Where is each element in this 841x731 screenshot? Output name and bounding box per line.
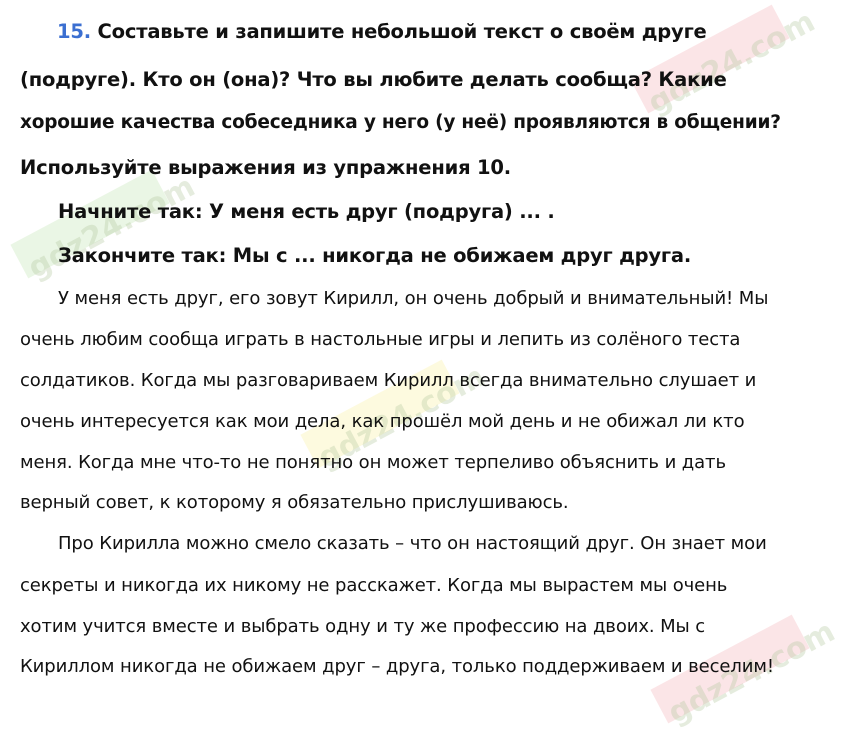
task-line: Используйте выражения из упражнения 10. [20, 156, 511, 179]
answer-line: меня. Когда мне что-то не понятно он может терпеливо объяснить и дать [20, 452, 726, 473]
answer-line: очень любим сообща играть в настольные игры и лепить из солёного теста [20, 329, 741, 350]
task-number: 15. [57, 20, 91, 43]
answer-line: Про Кирилла можно смело сказать – что он настоящий друг. Он знает мои [58, 533, 767, 554]
watermark: gdz24.com [312, 359, 491, 476]
answer-line: хотим учится вместе и выбрать одну и ту же профессию на двоих. Мы с [20, 616, 706, 637]
task-line: хорошие качества собеседника у него (у неё) проявляются в общении? [20, 112, 781, 133]
answer-line: У меня есть друг, его зовут Кирилл, он очень добрый и внимательный! Мы [58, 288, 769, 309]
answer-line: очень интересуется как мои дела, как прошёл мой день и не обижал ли кто [20, 411, 745, 432]
answer-line: Кириллом никогда не обижаем друг – друга, только поддерживаем и веселим! [20, 656, 774, 677]
answer-line: секреты и никогда их никому не расскажет. Когда мы вырастем мы очень [20, 575, 728, 596]
watermark: gdz24.com [642, 4, 821, 121]
watermark: gdz24.com [662, 614, 841, 731]
task-line [57, 20, 707, 43]
watermark: gdz24.com [22, 169, 201, 286]
end-hint: Закончите так: Мы с ... никогда не обижаем друг друга. [58, 244, 692, 267]
start-hint: Начните так: У меня есть друг (подруга) ... . [58, 200, 555, 223]
task-line-text: Составьте и запишите небольшой текст о своём друге [97, 20, 707, 43]
task-line: (подруге). Кто он (она)? Что вы любите делать сообща? Какие [20, 68, 727, 91]
answer-line: верный совет, к которому я обязательно прислушиваюсь. [20, 492, 569, 513]
answer-line: солдатиков. Когда мы разговариваем Кирилл всегда внимательно слушает и [20, 370, 757, 391]
